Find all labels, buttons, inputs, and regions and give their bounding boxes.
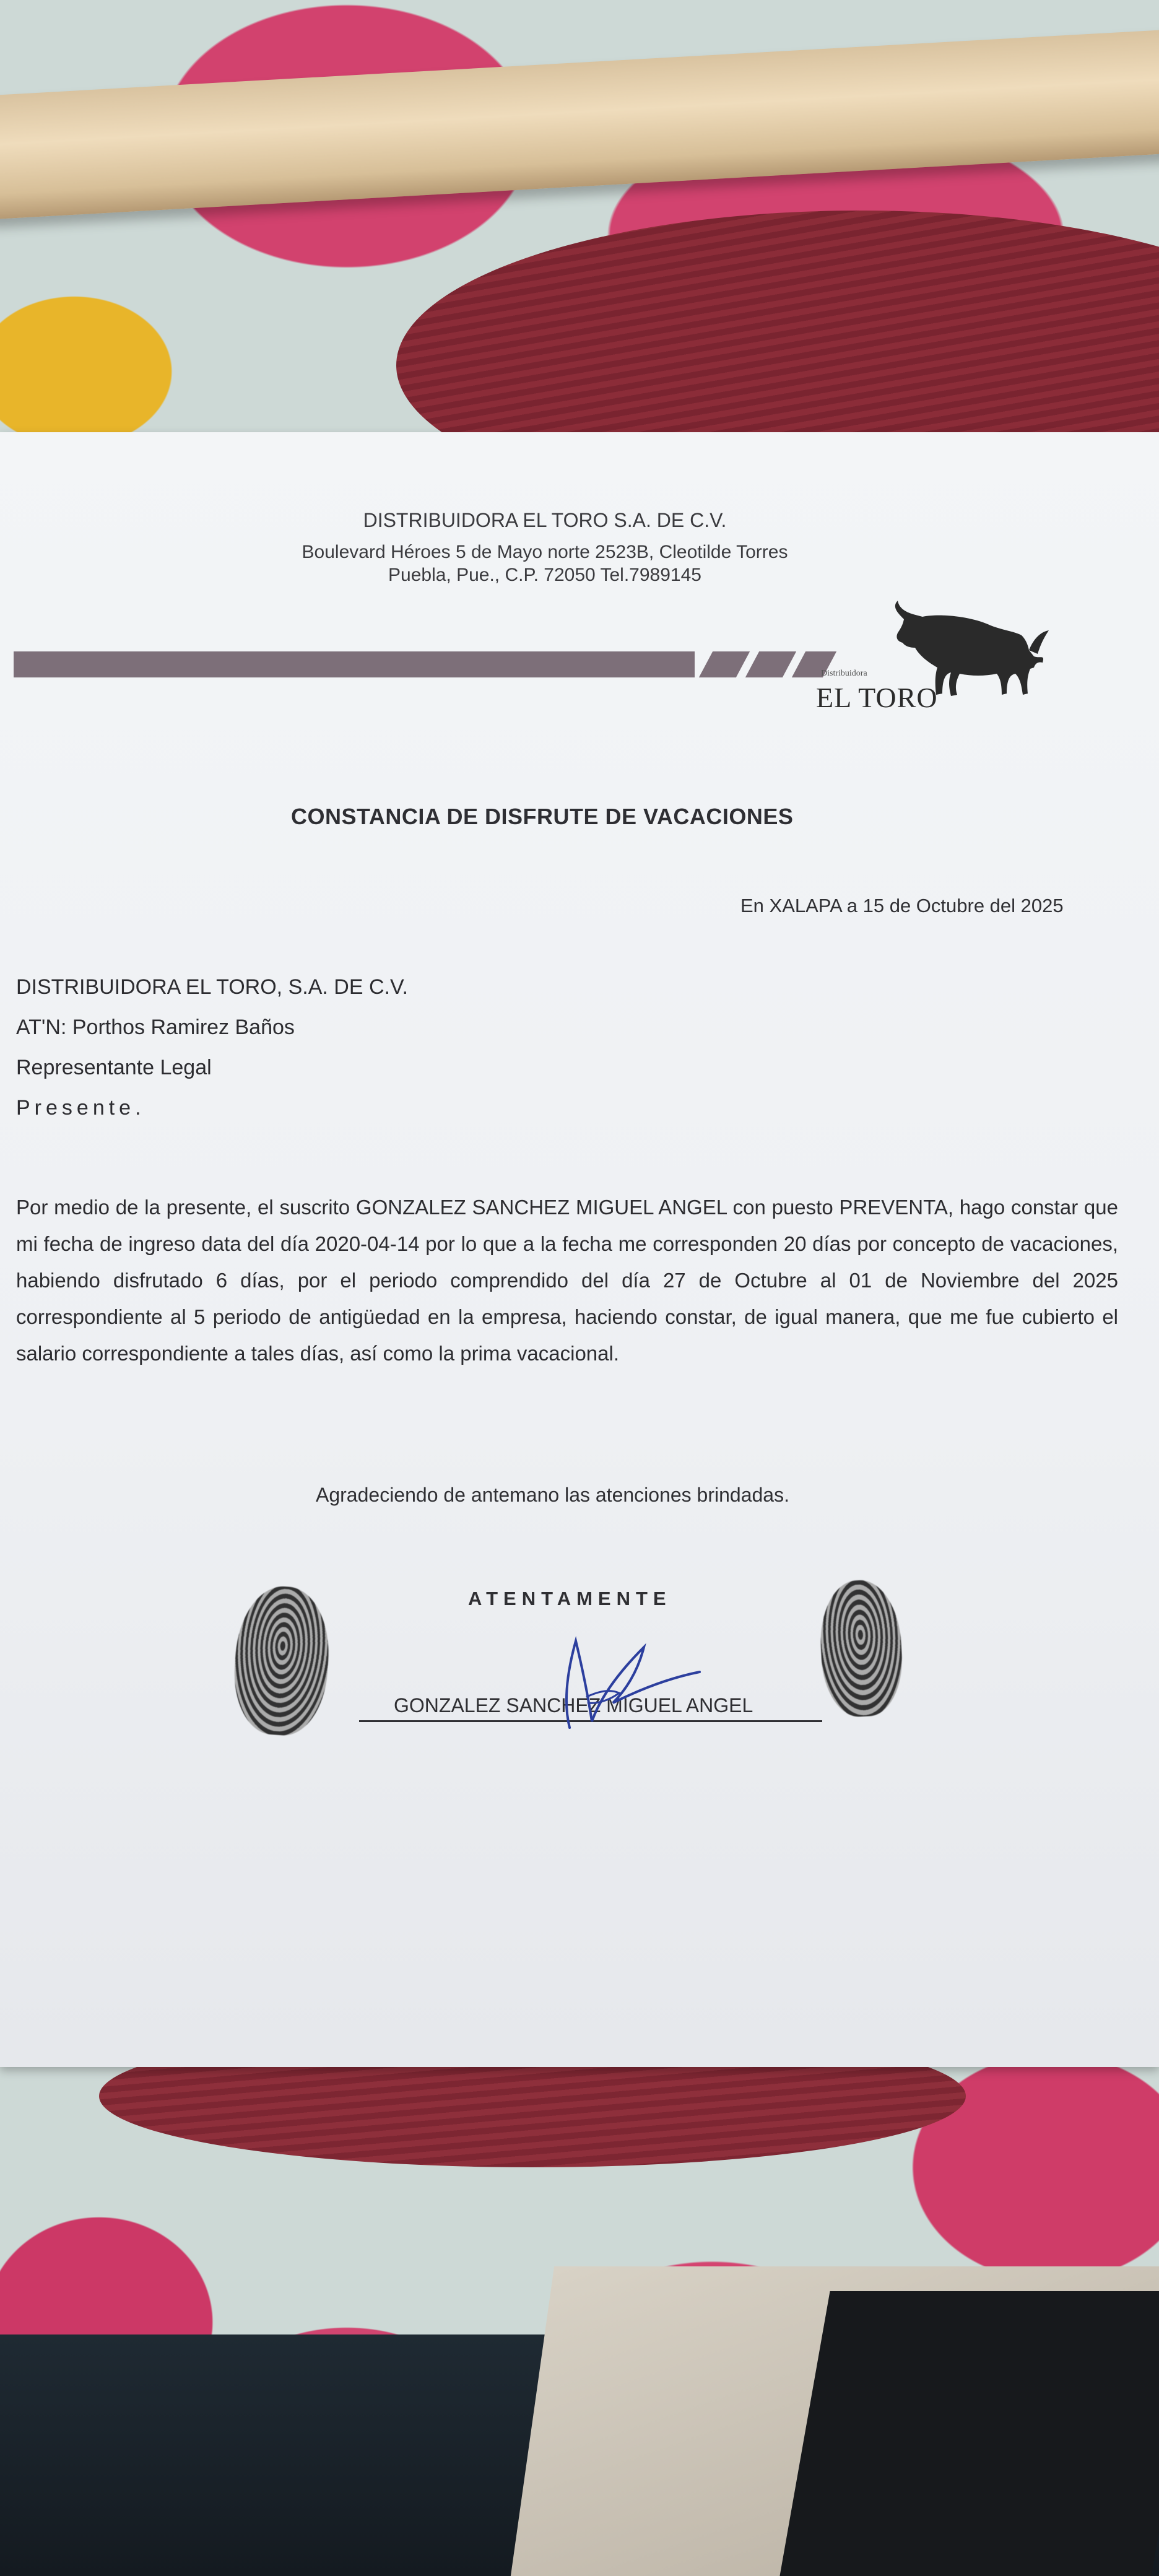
handwritten-signature (532, 1604, 712, 1734)
recipient-attn: AT'N: Porthos Ramirez Baños (16, 1016, 295, 1039)
logo-brand: EL TORO (816, 682, 938, 713)
header-band (14, 651, 695, 677)
closing: ATENTAMENTE (468, 1588, 672, 1609)
letterhead-address: Boulevard Héroes 5 de Mayo norte 2523B, Cleotilde Torres (302, 542, 788, 562)
recipient-company: DISTRIBUIDORA EL TORO, S.A. DE C.V. (16, 975, 408, 999)
document-title: CONSTANCIA DE DISFRUTE DE VACACIONES (291, 804, 794, 829)
recipient-greeting: Presente. (16, 1096, 145, 1120)
place-date: En XALAPA a 15 de Octubre del 2025 (740, 895, 1064, 916)
logo-small-text: Distribuidora (821, 669, 867, 678)
thanks-line: Agradeciendo de antemano las atenciones brindadas. (316, 1484, 789, 1506)
recipient-role: Representante Legal (16, 1056, 212, 1079)
body-paragraph: Por medio de la presente, el suscrito GONZALEZ SANCHEZ MIGUEL ANGEL con puesto PREVENTA, hago constar que mi fecha de ingreso data del día 2020-04-14 por lo que a la fecha me corresponden 20 días por concepto de vacaciones, habiendo disfrutado 6 días, por el periodo comprendido del día 27 de Octubre al 01 de Noviembre del 2025 correspondiente al 5 periodo de antigüedad en la empresa, haciendo constar, de igual manera, que me fue cubierto el salario correspondiente a tales días, así como la prima vacacional. (16, 1196, 1118, 1365)
letterhead-company: DISTRIBUIDORA EL TORO S.A. DE C.V. (363, 509, 727, 531)
signer-name: GONZALEZ SANCHEZ MIGUEL ANGEL (394, 1694, 753, 1717)
letterhead-city: Puebla, Pue., C.P. 72050 Tel.7989145 (388, 565, 701, 585)
floor-shadow (779, 2291, 1159, 2576)
